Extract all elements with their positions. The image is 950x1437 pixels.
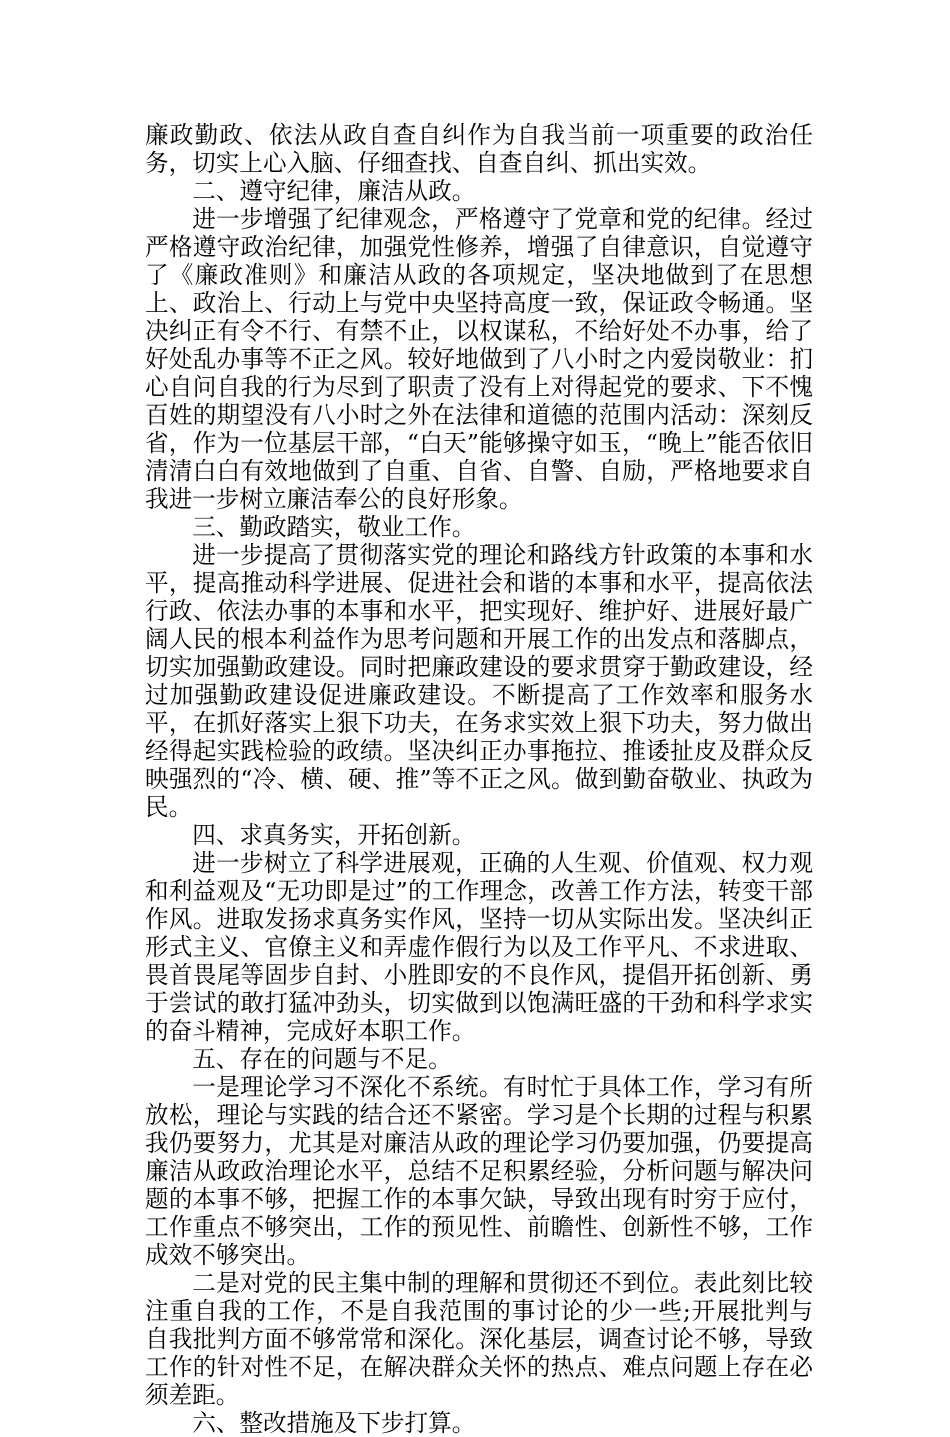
section-heading-5: 五、存在的问题与不足。 xyxy=(192,1045,452,1073)
paragraph-innovation: 进一步树立了科学进展观，正确的人生观、价值观、权力观和利益观及“无功即是过”的工作理念，改善工作方法，转变干部作风。进取发扬求真务实作风，坚持一切从实际出发。坚决纠正形式主义、官僚主义和弄虚作假行为以及工作平凡、不求进取、畏首畏尾等固步自封、小胜即安的不良作风，提倡开拓创新、勇于尝试的敢打猛冲劲头，切实做到以饱满旺盛的干劲和科学求实的奋斗精神，完成好本职工作。 xyxy=(145,849,813,1045)
paragraph-diligence: 进一步提高了贯彻落实党的理论和路线方针政策的本事和水平，提高推动科学进展、促进社会和谐的本事和水平，提高依法行政、依法办事的本事和水平，把实现好、维护好、进展好最广阔人民的根本利益作为思考问题和开展工作的出发点和落脚点，切实加强勤政建设。同时把廉政建设的要求贯穿于勤政建设，经过加强勤政建设促进廉政建设。不断提高了工作效率和服务水平，在抓好落实上狠下功夫，在务求实效上狠下功夫，努力做出经得起实践检验的政绩。坚决纠正办事拖拉、推诿扯皮及群众反映强烈的“冷、横、硬、推”等不正之风。做到勤奋敬业、执政为民。 xyxy=(145,541,813,821)
paragraph-problem-2: 二是对党的民主集中制的理解和贯彻还不到位。表此刻比较注重自我的工作，不是自我范围的事讨论的少一些;开展批判与自我批判方面不够常常和深化。深化基层，调查讨论不够，导致工作的针对性不足，在解决群众关怀的热点、难点问题上存在必须差距。 xyxy=(145,1269,813,1409)
paragraph-problem-1: 一是理论学习不深化不系统。有时忙于具体工作，学习有所放松，理论与实践的结合还不紧密。学习是个长期的过程与积累我仍要努力，尤其是对廉洁从政的理论学习仍要加强，仍要提高廉洁从政政治理论水平，总结不足积累经验，分析问题与解决问题的本事不够，把握工作的本事欠缺，导致出现有时穷于应付，工作重点不够突出，工作的预见性、前瞻性、创新性不够，工作成效不够突出。 xyxy=(145,1073,813,1269)
section-heading-2: 二、遵守纪律，廉洁从政。 xyxy=(192,177,476,205)
paragraph-continuation: 廉政勤政、依法从政自查自纠作为自我当前一项重要的政治任务，切实上心入脑、仔细查找、自查自纠、抓出实效。 xyxy=(145,121,813,177)
document-body xyxy=(145,121,813,1437)
paragraph-discipline: 进一步增强了纪律观念，严格遵守了党章和党的纪律。经过严格遵守政治纪律，加强党性修养，增强了自律意识，自觉遵守了《廉政准则》和廉洁从政的各项规定，坚决地做到了在思想上、政治上、行动上与党中央坚持高度一致，保证政令畅通。坚决纠正有令不行、有禁不止，以权谋私，不给好处不办事，给了好处乱办事等不正之风。较好地做到了八小时之内爱岗敬业：扪心自问自我的行为尽到了职责了没有上对得起党的要求、下不愧百姓的期望没有八小时之外在法律和道德的范围内活动：深刻反省，作为一位基层干部，“白天”能够操守如玉，“晚上”能否依旧清清白白有效地做到了自重、自省、自警、自励，严格地要求自我进一步树立廉洁奉公的良好形象。 xyxy=(145,205,813,513)
section-heading-6: 六、整改措施及下步打算。 xyxy=(192,1409,476,1437)
section-heading-3: 三、勤政踏实，敬业工作。 xyxy=(192,513,476,541)
section-heading-4: 四、求真务实，开拓创新。 xyxy=(192,821,476,849)
